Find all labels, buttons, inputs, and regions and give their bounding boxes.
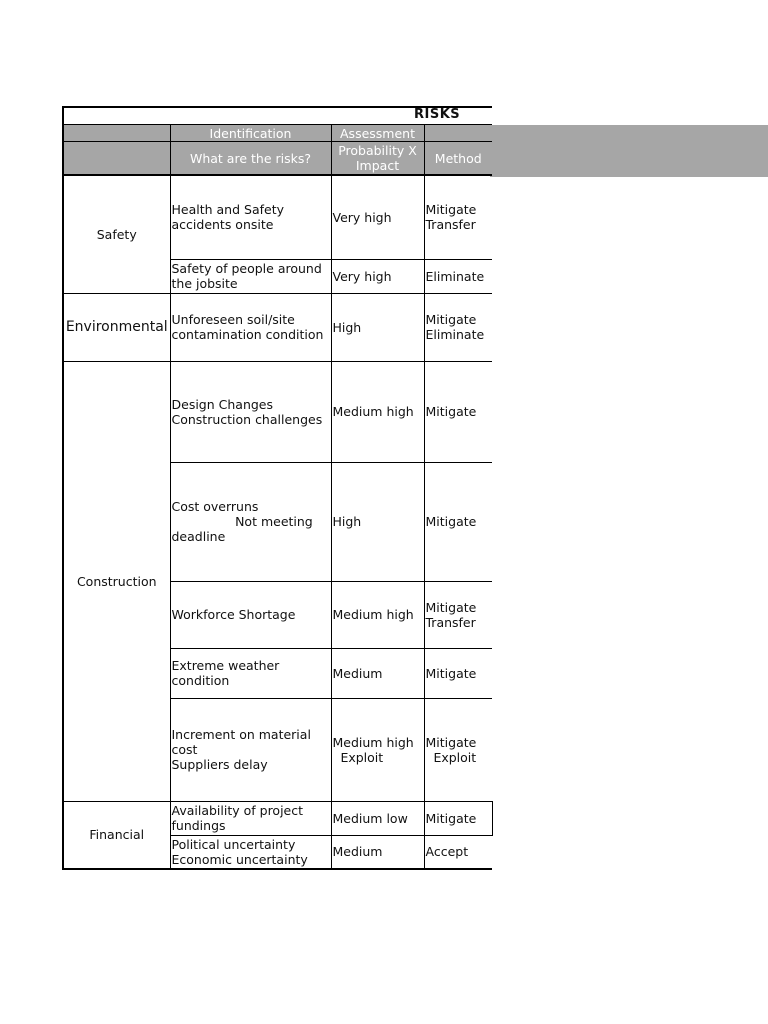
assessment-cell: Medium high Exploit (331, 698, 424, 801)
risk-cell: Extreme weather condition (170, 648, 331, 698)
table-row (63, 175, 492, 259)
method-cell: Mitigate Transfer (424, 581, 492, 648)
header-assessment: Assessment (331, 125, 424, 142)
risk-cell: Political uncertainty Economic uncertainty (170, 835, 331, 869)
risk-cell: Safety of people around the jobsite (170, 259, 331, 293)
table-row (63, 801, 492, 835)
method-cell: Accept (424, 835, 492, 869)
method-cell: Mitigate (424, 801, 492, 835)
risk-cell: Design Changes Construction challenges (170, 361, 331, 462)
risk-cell: Availability of project fundings (170, 801, 331, 835)
category-construction: Construction (63, 361, 170, 801)
header-cell (63, 142, 170, 176)
table-title: RISKS (414, 107, 461, 122)
method-cell: Mitigate Eliminate (424, 293, 492, 361)
assessment-cell: Medium (331, 835, 424, 869)
header-cell (424, 125, 492, 142)
method-cell: Mitigate (424, 462, 492, 581)
assessment-cell: Medium high (331, 361, 424, 462)
category-financial: Financial (63, 801, 170, 869)
risk-cell: Workforce Shortage (170, 581, 331, 648)
header-method: Method (424, 142, 492, 176)
header-what-are-risks: What are the risks? (170, 142, 331, 176)
assessment-cell: High (331, 462, 424, 581)
header-fill-band (490, 125, 768, 177)
method-cell: Eliminate (424, 259, 492, 293)
risk-cell: Cost overruns Not meeting deadline (170, 462, 331, 581)
header-cell (63, 125, 170, 142)
assessment-cell: Very high (331, 259, 424, 293)
table-row (63, 361, 492, 462)
header-probability-impact: Probability X Impact (331, 142, 424, 176)
header-row-1 (63, 125, 492, 142)
header-row-2 (63, 142, 492, 176)
method-cell: Mitigate Transfer (424, 175, 492, 259)
table-row (63, 293, 492, 361)
header-identification: Identification (170, 125, 331, 142)
category-safety: Safety (63, 175, 170, 293)
assessment-cell: Medium low (331, 801, 424, 835)
risk-cell: Increment on material cost Suppliers delay (170, 698, 331, 801)
assessment-cell: Medium high (331, 581, 424, 648)
risk-cell: Unforeseen soil/site contamination condition (170, 293, 331, 361)
method-cell: Mitigate (424, 648, 492, 698)
risks-table (62, 124, 493, 870)
category-environmental: Environmental (63, 293, 170, 361)
assessment-cell: Very high (331, 175, 424, 259)
assessment-cell: Medium (331, 648, 424, 698)
method-cell: Mitigate (424, 361, 492, 462)
assessment-cell: High (331, 293, 424, 361)
method-cell: Mitigate Exploit (424, 698, 492, 801)
risk-cell: Health and Safety accidents onsite (170, 175, 331, 259)
